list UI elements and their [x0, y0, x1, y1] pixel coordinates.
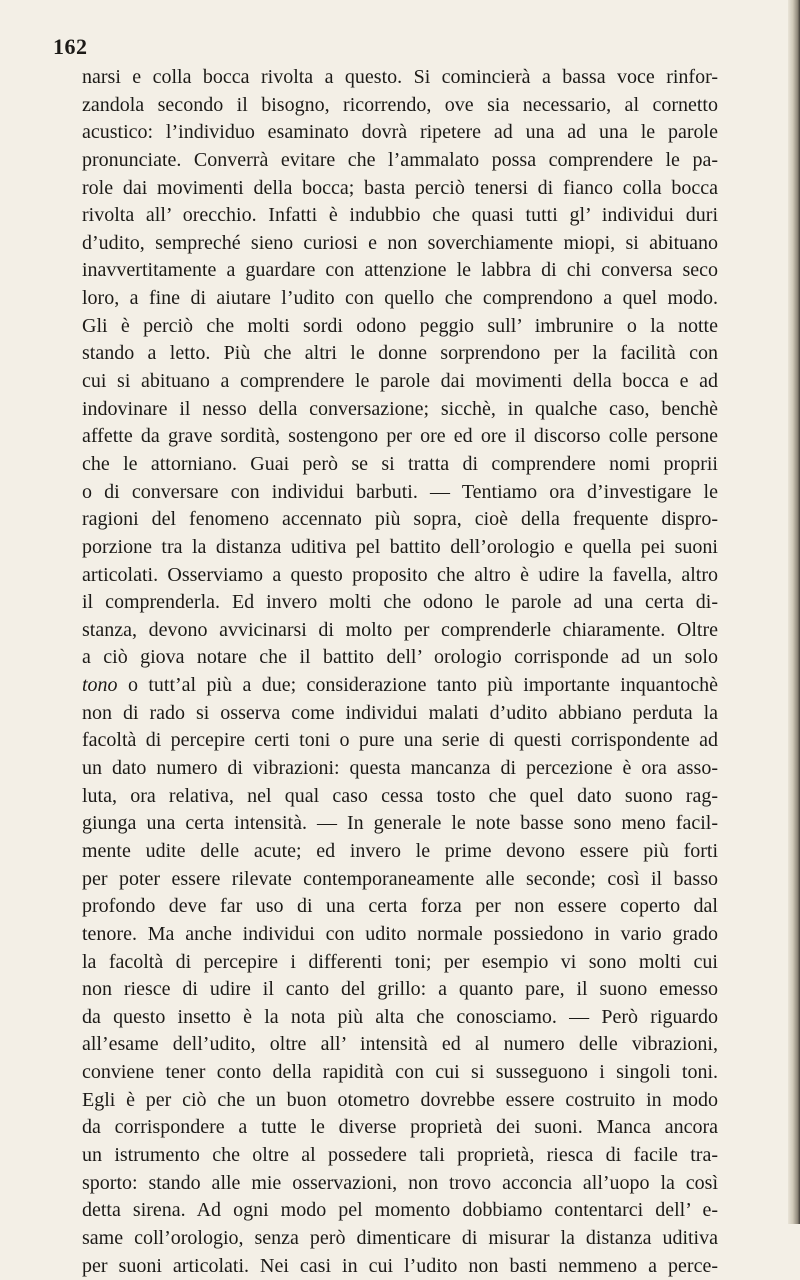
text-line: luta, ora relativa, nel qual caso cessa tosto che quel dato suono rag-: [82, 784, 718, 807]
text-line: il comprenderla. Ed invero molti che odono le parole ad una certa di-: [82, 591, 718, 614]
text-line: all’esame dell’udito, oltre all’ intensità ed al numero delle vibrazioni,: [82, 1033, 718, 1056]
text-line: cui si abituano a comprendere le parole dai movimenti della bocca e ad: [82, 370, 718, 393]
text-line: per suoni articolati. Nei casi in cui l’udito non basti nemmeno a perce-: [82, 1254, 718, 1277]
text-line: profondo deve far uso di una certa forza per non essere coperto dal: [82, 895, 718, 918]
text-line: Egli è per ciò che un buon otometro dovrebbe essere costruito in modo: [82, 1088, 718, 1111]
text-line: giunga una certa intensità. — In generale le note basse sono meno facil-: [82, 812, 718, 835]
text-line: da corrispondere a tutte le diverse proprietà dei suoni. Manca ancora: [82, 1116, 718, 1139]
text-line: conviene tener conto della rapidità con cui si susseguono i singoli toni.: [82, 1061, 718, 1084]
text-line: facoltà di percepire certi toni o pure una serie di questi corrispondente ad: [82, 729, 718, 752]
text-line: rivolta all’ orecchio. Infatti è indubbio che quasi tutti gl’ individui duri: [82, 204, 718, 227]
text-line: a ciò giova notare che il battito dell’ orologio corrisponde ad un solo: [82, 646, 718, 669]
text-line: tono o tutt’al più a due; considerazione tanto più importante inquantochè: [82, 674, 718, 697]
text-line: per poter essere rilevate contemporaneamente alle seconde; così il basso: [82, 867, 718, 890]
text-line: loro, a fine di aiutare l’udito con quello che comprendono a quel modo.: [82, 287, 718, 310]
text-line: mente udite delle acute; ed invero le prime devono essere più forti: [82, 839, 718, 862]
page-binding-edge: [788, 0, 800, 1224]
text-line: narsi e colla bocca rivolta a questo. Si comincierà a bassa voce rinfor-: [82, 66, 718, 88]
emphasized-word: tono: [82, 674, 118, 697]
text-line: acustico: l’individuo esaminato dovrà ripetere ad una ad una le parole: [82, 121, 718, 144]
text-line: same coll’orologio, senza però dimenticare di misurar la distanza uditiva: [82, 1226, 718, 1249]
page-number: 162: [53, 34, 88, 59]
text-line: un istrumento che oltre al possedere tali proprietà, riesca di facile tra-: [82, 1143, 718, 1166]
text-line: sporto: stando alle mie osservazioni, non trovo acconcia all’uopo la così: [82, 1171, 718, 1194]
text-line: porzione tra la distanza uditiva pel battito dell’orologio e quella pei suoni: [82, 535, 718, 558]
text-line: role dai movimenti della bocca; basta perciò tenersi di fianco colla bocca: [82, 176, 718, 199]
text-line: zandola secondo il bisogno, ricorrendo, ove sia necessario, al cornetto: [82, 93, 718, 116]
text-line: da questo insetto è la nota più alta che conosciamo. — Però riguardo: [82, 1005, 718, 1028]
text-line: detta sirena. Ad ogni modo pel momento dobbiamo contentarci dell’ e-: [82, 1199, 718, 1222]
text-line: che le attorniano. Guai però se si tratta di comprendere nomi proprii: [82, 452, 718, 475]
text-line: ragioni del fenomeno accennato più sopra, cioè della frequente dispro-: [82, 508, 718, 531]
text-line: articolati. Osserviamo a questo proposito che altro è udire la favella, altro: [82, 563, 718, 586]
text-line: pronunciate. Converrà evitare che l’ammalato possa comprendere le pa-: [82, 148, 718, 171]
text-line: o di conversare con individui barbuti. — Tentiamo ora d’investigare le: [82, 480, 718, 503]
text-line: indovinare il nesso della conversazione; sicchè, in qualche caso, benchè: [82, 397, 718, 420]
text-line: la facoltà di percepire i differenti toni; per esempio vi sono molti cui: [82, 950, 718, 973]
text-line: stando a letto. Più che altri le donne sorprendono per la facilità con: [82, 342, 718, 365]
text-line: un dato numero di vibrazioni: questa mancanza di percezione è ora asso-: [82, 757, 718, 780]
text-line: tenore. Ma anche individui con udito normale possiedono in vario grado: [82, 922, 718, 945]
body-text: [82, 64, 718, 1280]
text-line: non riesce di udire il canto del grillo: a quanto pare, il suono emesso: [82, 978, 718, 1001]
text-line: Gli è perciò che molti sordi odono peggio sull’ imbrunire o la notte: [82, 314, 718, 337]
text-line: stanza, devono avvicinarsi di molto per comprenderle chiaramente. Oltre: [82, 618, 718, 641]
text-line: inavvertitamente a guardare con attenzione le labbra di chi conversa seco: [82, 259, 718, 282]
text-line: affette da grave sordità, sostengono per ore ed ore il discorso colle persone: [82, 425, 718, 448]
text-line: d’udito, sempreché sieno curiosi e non soverchiamente miopi, si abituano: [82, 231, 718, 254]
text-line: non di rado si osserva come individui malati d’udito abbiano perduta la: [82, 701, 718, 724]
